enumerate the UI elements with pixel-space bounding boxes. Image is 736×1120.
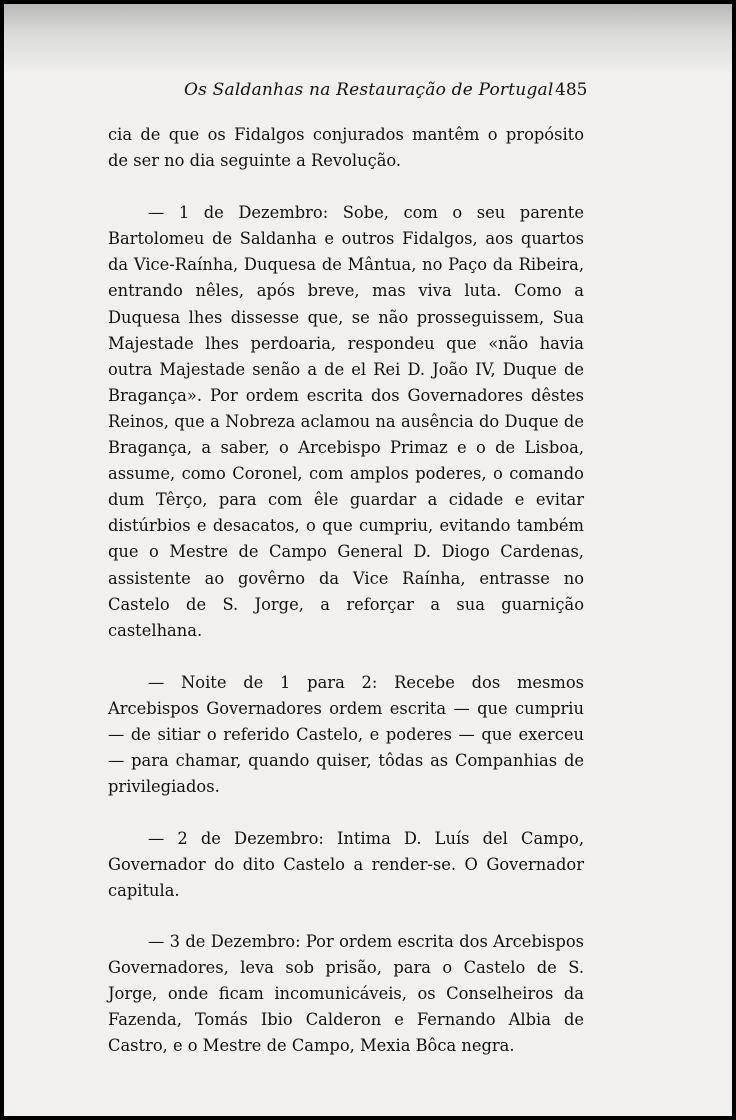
page-number: 485 xyxy=(555,80,588,100)
body-text xyxy=(108,122,584,1059)
paragraph-spacer xyxy=(108,905,584,929)
paragraph-4: — 2 de Dezembro: Intima D. Luís del Campo, Governador do dito Castelo a render-se. O Governador capitula. xyxy=(108,829,584,901)
paragraph-2: — 1 de Dezembro: Sobe, com o seu parente Bartolomeu de Saldanha e outros Fidalgos, aos quartos da Vice-Raínha, Duquesa de Mântua, no Paço da Ribeira, entrando nêles, após breve, mas viva luta. Como a Duquesa lhes dissesse que, se não prosseguissem, Sua Majestade lhes perdoaria, respondeu que «não havia outra Majestade senão a de el Rei D. João IV, Duque de Bragança». Por ordem escrita dos Governadores dêstes Reinos, que a Nobreza aclamou na ausência do Duque de Bragança, a saber, o Arcebispo Primaz e o de Lisboa, assume, como Coronel, com amplos poderes, o comando dum Têrço, para com êle guardar a cidade e evitar distúrbios e desacatos, o que cumpriu, evitando também que o Mestre de Campo General D. Diogo Cardenas, assistente ao govêrno da Vice Raínha, entrasse no Castelo de S. Jorge, a reforçar a sua guarnição castelhana. xyxy=(108,203,584,640)
paragraph-spacer xyxy=(108,644,584,670)
scan-shadow xyxy=(4,4,732,74)
paragraph-5: — 3 de Dezembro: Por ordem escrita dos Arcebispos Governadores, leva sob prisão, para o Castelo de S. Jorge, onde ficam incomunicáveis, os Conselheiros da Fazenda, Tomás Ibio Calderon e Fernando Albia de Castro, e o Mestre de Campo, Mexia Bôca negra. xyxy=(108,931,584,1055)
paragraph-1: cia de que os Fidalgos conjurados mantêm o propósito de ser no dia seguinte a Revolução. xyxy=(108,125,584,171)
book-page xyxy=(4,4,732,1116)
page-header xyxy=(4,80,732,104)
paragraph-spacer xyxy=(108,174,584,200)
paragraph-spacer xyxy=(108,800,584,826)
paragraph-3: — Noite de 1 para 2: Recebe dos mesmos Arcebispos Governadores ordem escrita — que cumpriu — de sitiar o referido Castelo, e poderes — que exerceu — para chamar, quando quiser, tôdas as Companhias de privilegiados. xyxy=(108,672,584,797)
running-title: Os Saldanhas na Restauração de Portugal xyxy=(184,80,554,100)
